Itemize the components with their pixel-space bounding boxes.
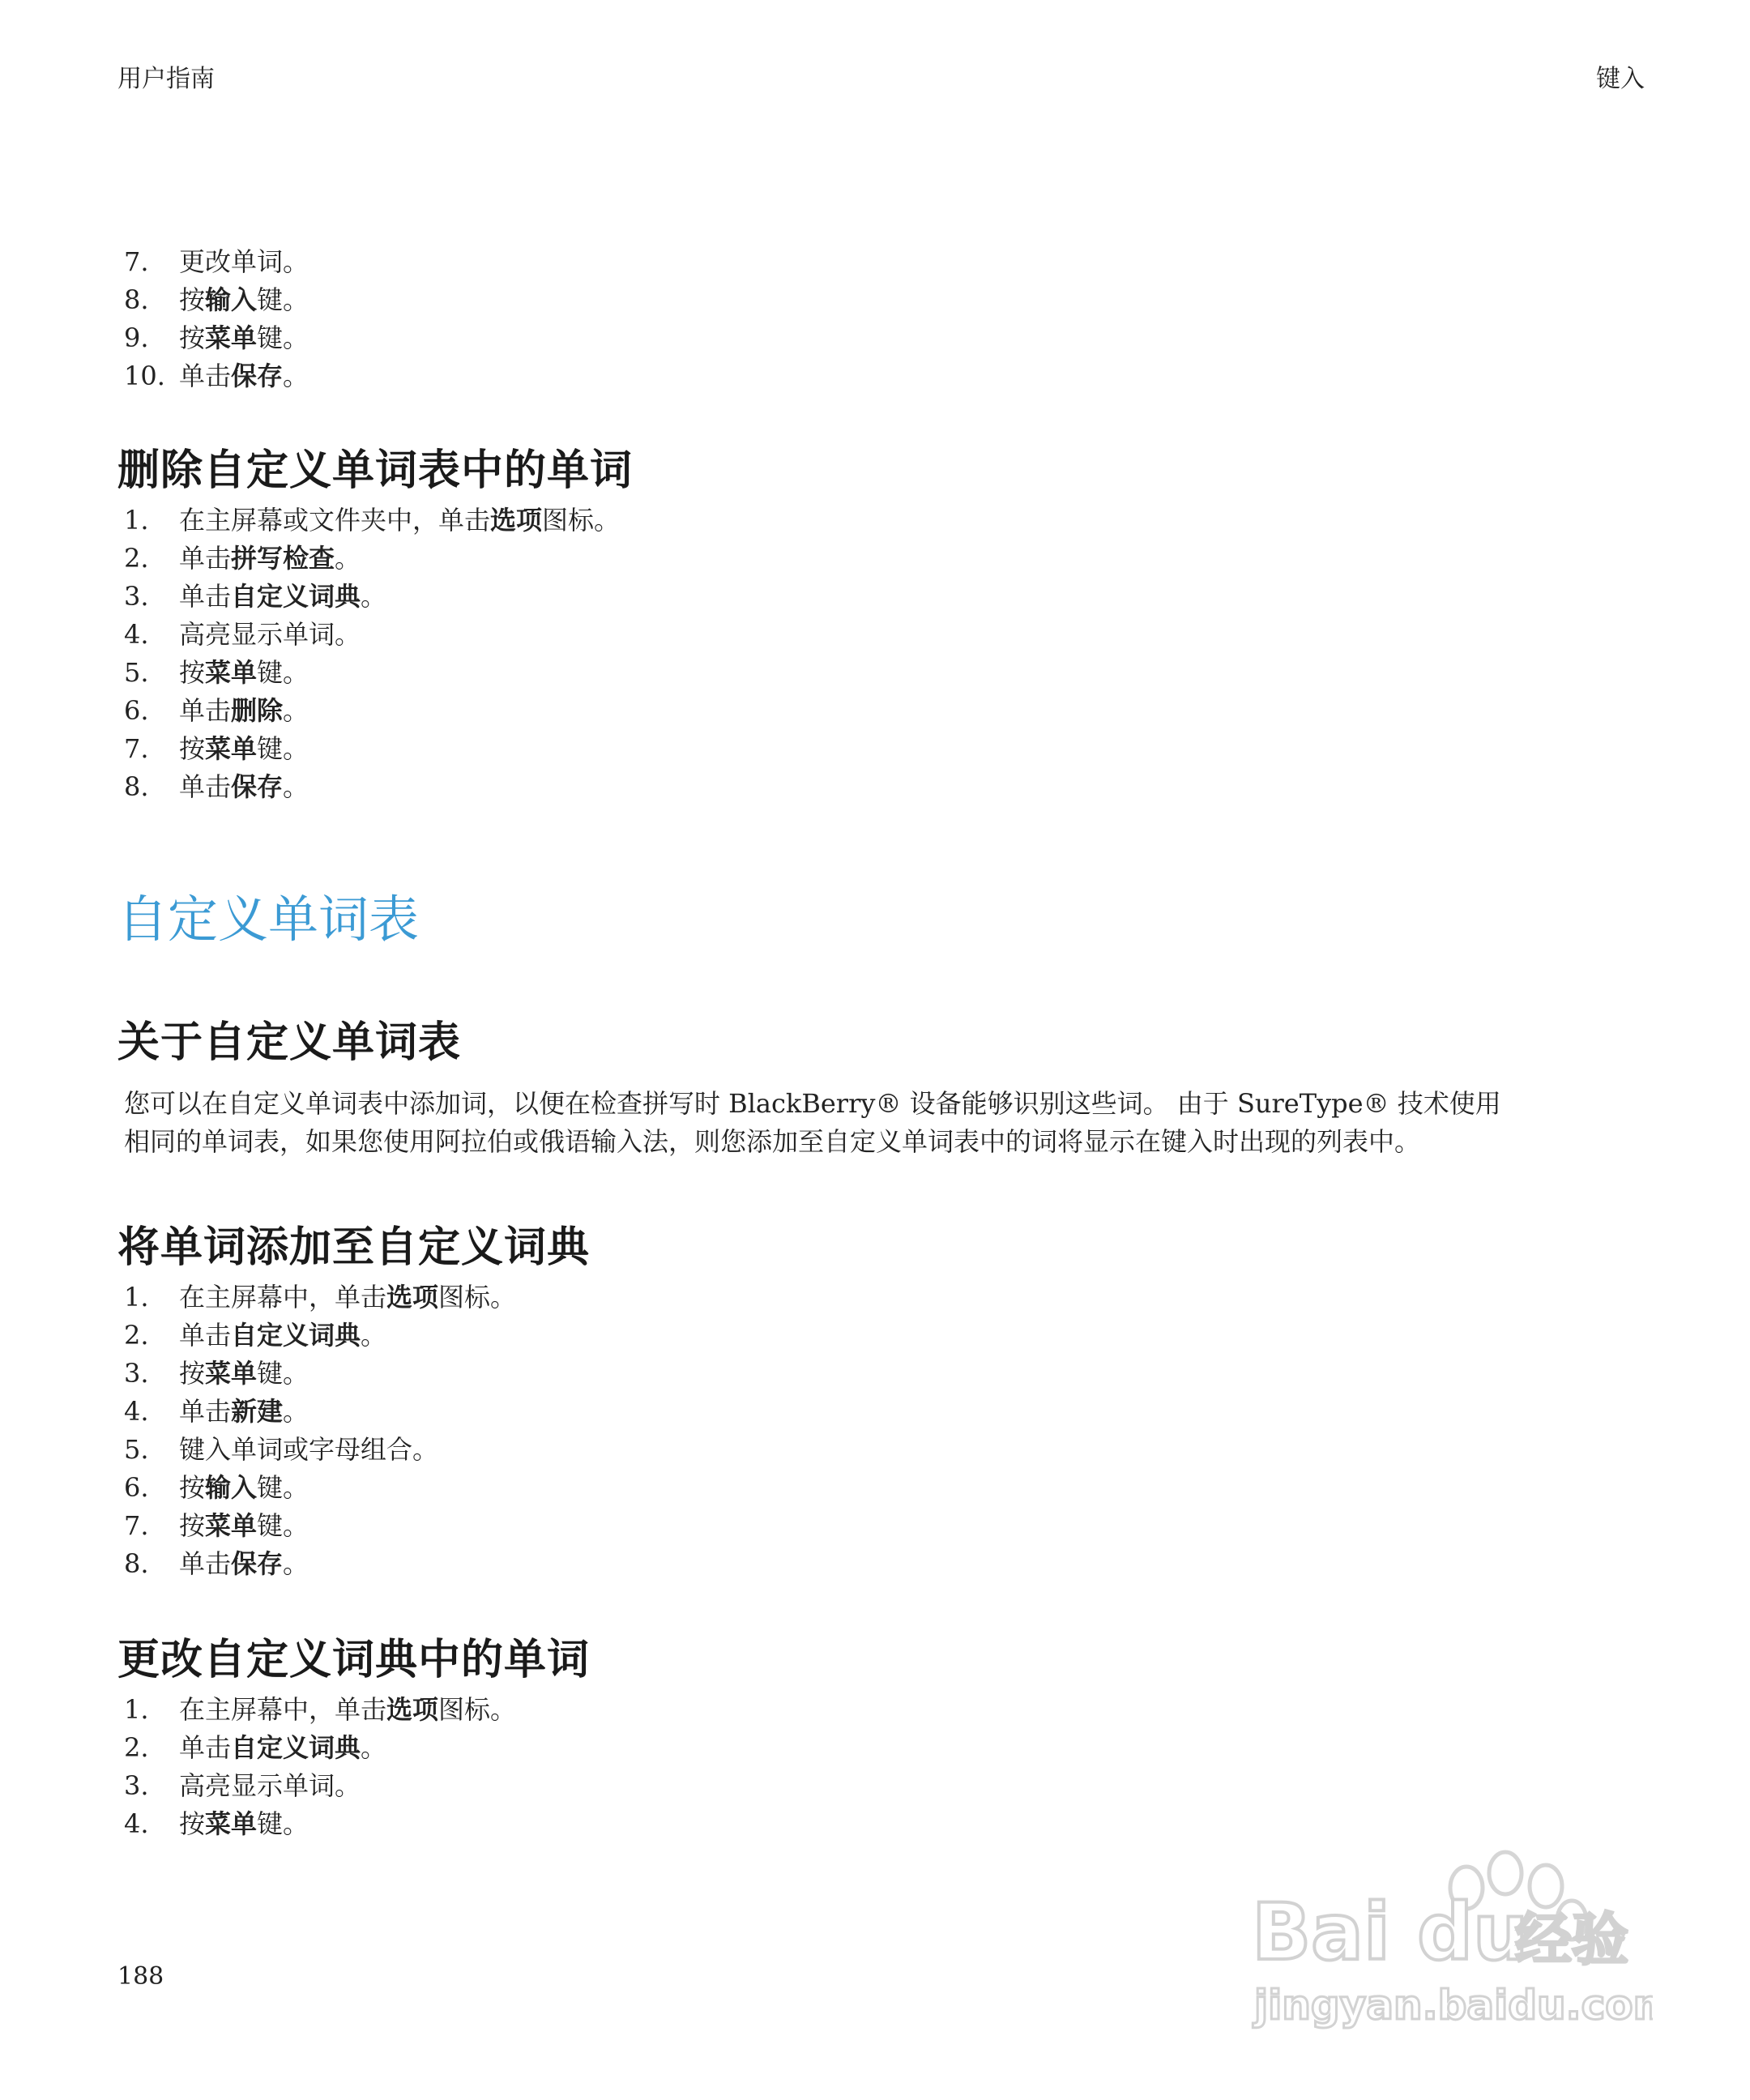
add-steps-list bbox=[117, 1278, 1641, 1583]
list-item: 9. 按 菜单 键。 bbox=[124, 322, 309, 353]
list-item: 3. 高亮显示单词。 bbox=[124, 1770, 361, 1801]
list-item: 8. 按 输入 键。 bbox=[124, 284, 309, 315]
list-item: 4. 按 菜单 键。 bbox=[124, 1808, 309, 1839]
list-item: 7. 按 菜单 键。 bbox=[124, 733, 309, 764]
list-item: 10. 单击 保存 。 bbox=[124, 361, 309, 391]
page-number: 188 bbox=[117, 1962, 164, 1991]
watermark-cn: 经验 bbox=[1515, 1906, 1628, 1973]
list-item: 6. 按 输入 键。 bbox=[124, 1472, 309, 1503]
delete-section-heading: 删除自定义单词表中的单词 bbox=[117, 446, 634, 495]
top-steps-list bbox=[117, 243, 1641, 395]
list-item: 4. 高亮显示单词。 bbox=[124, 619, 361, 650]
running-header-title: 用户指南 bbox=[117, 65, 215, 93]
add-word-heading: 将单词添加至自定义词典 bbox=[117, 1223, 591, 1272]
list-item: 6. 单击 删除 。 bbox=[124, 695, 309, 726]
list-item: 1. 在主屏幕或文件夹中，单击 选项 图标。 bbox=[124, 505, 621, 536]
change-word-heading: 更改自定义词典中的单词 bbox=[117, 1636, 591, 1684]
list-item: 3. 单击 自定义词典 。 bbox=[124, 581, 387, 612]
list-item: 4. 单击 新建 。 bbox=[124, 1396, 309, 1427]
baidu-jingyan-watermark bbox=[1248, 1839, 1653, 2034]
list-item: 2. 单击 自定义词典 。 bbox=[124, 1732, 387, 1763]
list-item: 2. 单击 自定义词典 。 bbox=[124, 1320, 387, 1351]
watermark-url: jingyan.baidu.com bbox=[1254, 1982, 1653, 2029]
running-header-chapter: 键入 bbox=[1596, 65, 1645, 93]
change-steps-list bbox=[117, 1691, 1641, 1843]
custom-wordlist-section-heading: 自定义单词表 bbox=[117, 890, 420, 949]
about-heading: 关于自定义单词表 bbox=[117, 1018, 462, 1067]
list-item: 8. 单击 保存 。 bbox=[124, 771, 309, 802]
list-item: 3. 按 菜单 键。 bbox=[124, 1358, 309, 1389]
list-item: 1. 在主屏幕中，单击 选项 图标。 bbox=[124, 1694, 517, 1725]
list-item: 7. 更改单词。 bbox=[124, 246, 309, 277]
delete-steps-list bbox=[117, 502, 1641, 806]
list-item: 7. 按 菜单 键。 bbox=[124, 1510, 309, 1541]
list-item: 8. 单击 保存 。 bbox=[124, 1548, 309, 1579]
page-content bbox=[117, 243, 1641, 1843]
list-item: 5. 按 菜单 键。 bbox=[124, 657, 309, 688]
paw-logo-icon bbox=[1248, 1839, 1653, 2034]
about-paragraph: 您可以在自定义单词表中添加词，以便在检查拼写时 BlackBerry® 设备能够识别这些词。 由于 SureType® 技术使用 相同的单词表，如果您使用阿拉伯或俄语输入法，则您添加至自定义单词表中的词将显示在键入时出现的列表中。 bbox=[124, 1088, 1501, 1157]
list-item: 2. 单击 拼写检查 。 bbox=[124, 543, 361, 574]
list-item: 1. 在主屏幕中，单击 选项 图标。 bbox=[124, 1282, 517, 1312]
list-item: 5. 键入单词或字母组合。 bbox=[124, 1434, 439, 1465]
watermark-brand: Bai du bbox=[1252, 1887, 1529, 1978]
